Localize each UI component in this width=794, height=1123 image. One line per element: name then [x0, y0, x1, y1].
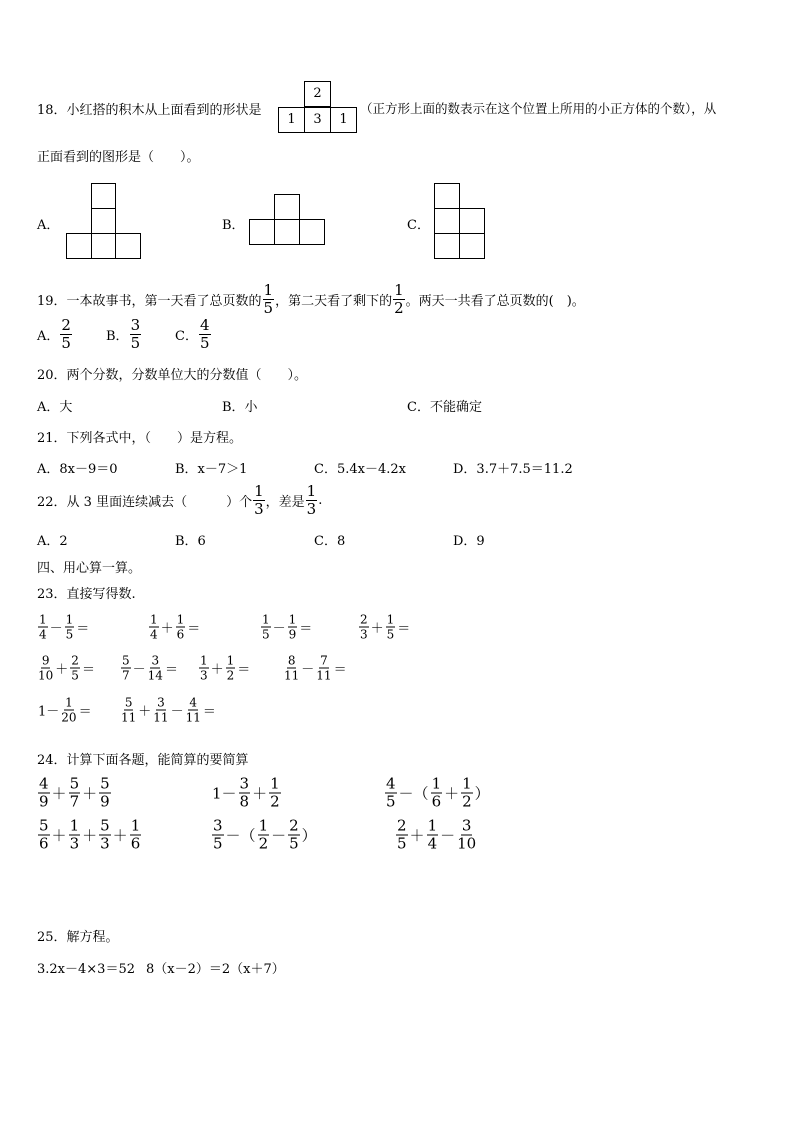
denominator: 4 [150, 627, 158, 642]
operator: ＝ [187, 621, 201, 637]
numerator: 4 [39, 774, 49, 793]
fraction [212, 816, 224, 853]
numerator: 3 [157, 695, 165, 710]
fraction [385, 774, 397, 811]
fraction [461, 774, 473, 811]
q19-option-c [175, 318, 212, 351]
denominator: 5 [71, 668, 79, 683]
denominator: 2 [462, 792, 472, 811]
option-label: B． [106, 329, 129, 344]
cube-face [434, 208, 460, 234]
numerator: 1 [39, 612, 47, 627]
q22-question [37, 484, 322, 517]
operator: － [440, 826, 456, 845]
operator: ＝ [397, 621, 411, 637]
numerator: 1 [176, 612, 185, 627]
fraction [38, 655, 53, 682]
q22-option-c: C．8 [314, 534, 346, 549]
operator: ＝ [164, 662, 178, 678]
denominator: 4 [39, 627, 47, 642]
fraction [226, 655, 236, 682]
operator: － [170, 704, 184, 720]
cube-face [249, 219, 275, 245]
denominator: 3 [100, 834, 110, 853]
operator: －（ [398, 784, 429, 803]
denominator: 10 [38, 668, 54, 683]
fraction [99, 774, 111, 811]
cube-face [91, 183, 116, 209]
numerator: 3 [213, 816, 223, 835]
q23-expression [198, 655, 251, 682]
operator: ＋ [409, 826, 425, 845]
q21-option-d: D．3.7＋7.5＝11.2 [453, 462, 573, 477]
fraction [316, 655, 331, 682]
operator: － [49, 621, 63, 637]
numerator: 1 [130, 816, 141, 835]
fraction [386, 614, 396, 641]
q21-option-c: C．5.4x－4.2x [314, 462, 406, 477]
q22-option-a: A．2 [37, 534, 68, 549]
q19-option-b [106, 318, 142, 351]
operator: ＝ [299, 621, 313, 637]
denominator: 3 [306, 500, 317, 518]
q18-grid-cell-2: 3 [304, 107, 331, 133]
numerator: 1 [200, 653, 208, 668]
fraction [427, 816, 439, 853]
numerator: 2 [71, 653, 79, 668]
q23-expression [148, 614, 201, 641]
q22-text3: . [318, 493, 323, 508]
q24-expression [384, 774, 491, 811]
fraction [258, 816, 270, 853]
numerator: 1 [254, 482, 264, 500]
operator: － [301, 662, 315, 678]
q18-grid-top-cell: 2 [304, 81, 331, 107]
option-fraction [130, 318, 142, 351]
q18-grid-cell-3: 1 [330, 107, 357, 133]
option-fraction [60, 318, 72, 351]
denominator: 11 [284, 668, 300, 683]
numerator: 5 [124, 695, 133, 710]
denominator: 5 [262, 627, 270, 642]
fraction [269, 774, 281, 811]
cube-face [434, 183, 460, 209]
q19-fraction-1 [263, 283, 275, 316]
fraction [359, 614, 369, 641]
numerator: 5 [100, 774, 110, 793]
numerator: 9 [41, 653, 50, 668]
denominator: 5 [386, 792, 396, 811]
fraction [38, 816, 50, 853]
q20-option-b: B．小 [222, 400, 258, 415]
denominator: 11 [185, 710, 201, 725]
numerator: 1 [431, 774, 442, 793]
q18-option-b-label: B． [222, 218, 245, 233]
denominator: 5 [386, 627, 395, 642]
numerator: 3 [461, 816, 472, 835]
numerator: 3 [130, 316, 141, 334]
section-heading: 四、用心算一算。 [37, 561, 142, 576]
fraction [70, 655, 80, 682]
fraction [149, 614, 159, 641]
q22-option-b: B．6 [175, 534, 206, 549]
denominator: 7 [122, 668, 130, 683]
cube-face [459, 233, 485, 259]
fraction [61, 697, 76, 724]
q19-text3: 。两天一共看了总页数的( )。 [405, 294, 585, 309]
denominator: 3 [200, 668, 208, 683]
numerator: 1 [386, 612, 395, 627]
numerator: 1 [65, 612, 74, 627]
q22-text2: ，差是 [265, 495, 305, 510]
numerator: 1 [69, 816, 80, 835]
denominator: 11 [153, 710, 169, 725]
q19-fraction-2 [393, 283, 405, 316]
q23-expression [37, 655, 96, 682]
cube-face [91, 233, 116, 259]
numerator: 1 [262, 612, 270, 627]
denominator: 11 [121, 710, 137, 725]
operator: ＋ [51, 784, 67, 803]
denominator: 6 [431, 792, 442, 811]
numerator: 1 [427, 816, 438, 835]
operator: ＝ [76, 621, 90, 637]
q21-option-b: B．x－7＞1 [175, 462, 248, 477]
denominator: 5 [61, 334, 71, 352]
operator: ＝ [81, 662, 95, 678]
q20-question: 20．两个分数，分数单位大的分数值（ ）。 [37, 368, 308, 383]
q23-expression [37, 697, 93, 724]
numerator: 1 [263, 281, 274, 299]
operator: －（ [225, 826, 256, 845]
q22-option-d: D．9 [453, 534, 485, 549]
numerator: 1 [270, 774, 280, 793]
operator: ＋ [112, 826, 128, 845]
q24-expression [211, 774, 282, 811]
operator: ＝ [78, 704, 92, 720]
numerator: 2 [397, 816, 407, 835]
operator: ） [474, 784, 490, 803]
cube-face [66, 233, 92, 259]
q20-option-c: C．不能确定 [407, 400, 482, 415]
cube-face [115, 233, 141, 259]
operator: ＋ [160, 621, 174, 637]
operator: 1－ [212, 784, 237, 803]
fraction [239, 774, 251, 811]
cube-face [299, 219, 325, 245]
denominator: 2 [226, 668, 235, 683]
q25-equation-1: 3.2x－4×3＝52 [37, 962, 135, 977]
q21-option-a: A．8x－9＝0 [37, 462, 118, 477]
q19-text2: ，第二天看了剩下的 [275, 294, 393, 309]
numerator: 1 [226, 653, 235, 668]
operator: － [272, 621, 286, 637]
numerator: 2 [61, 316, 71, 334]
q24-title: 24．计算下面各题，能简算的要简算 [37, 753, 249, 768]
denominator: 2 [394, 299, 404, 317]
fraction [199, 655, 209, 682]
numerator: 1 [394, 281, 404, 299]
operator: ＋ [55, 662, 69, 678]
q23-expression [283, 655, 348, 682]
q18-line2: 正面看到的图形是（ ）。 [37, 150, 200, 165]
numerator: 8 [287, 653, 296, 668]
numerator: 1 [258, 816, 269, 835]
numerator: 4 [386, 774, 396, 793]
denominator: 9 [100, 792, 110, 811]
cube-face [274, 194, 300, 220]
q24-expression [37, 774, 112, 811]
numerator: 3 [151, 653, 160, 668]
option-label: A． [37, 329, 60, 344]
q18-option-c-label: C． [407, 218, 430, 233]
numerator: 1 [150, 612, 158, 627]
denominator: 20 [61, 710, 77, 725]
denominator: 9 [39, 792, 49, 811]
q23-expression [260, 614, 313, 641]
numerator: 4 [189, 695, 198, 710]
fraction [121, 655, 131, 682]
denominator: 5 [130, 334, 141, 352]
operator: ＋ [82, 784, 98, 803]
q19-option-a [37, 318, 73, 351]
numerator: 1 [462, 774, 472, 793]
fraction [69, 774, 81, 811]
fraction [130, 816, 142, 853]
q23-expression [120, 697, 217, 724]
denominator: 5 [199, 334, 210, 352]
denominator: 14 [147, 668, 163, 683]
fraction [288, 614, 298, 641]
operator: ＋ [51, 826, 67, 845]
denominator: 5 [397, 834, 407, 853]
fraction [65, 614, 75, 641]
fraction [186, 697, 201, 724]
fraction [431, 774, 443, 811]
operator: ＋ [82, 826, 98, 845]
denominator: 5 [213, 834, 223, 853]
option-fraction [199, 318, 211, 351]
denominator: 5 [65, 627, 74, 642]
fraction [261, 614, 271, 641]
operator: ＋ [138, 704, 152, 720]
numerator: 1 [288, 612, 297, 627]
numerator: 3 [239, 774, 250, 793]
denominator: 5 [263, 299, 274, 317]
cube-face [459, 208, 485, 234]
q23-expression [120, 655, 179, 682]
operator: ＋ [252, 784, 268, 803]
denominator: 9 [288, 627, 297, 642]
denominator: 2 [270, 792, 280, 811]
operator: ＋ [444, 784, 460, 803]
q23-title: 23．直接写得数. [37, 587, 136, 602]
cube-face [434, 233, 460, 259]
q22-text1: 22．从 3 里面连续减去（ ）个 [37, 495, 253, 510]
q23-expression [37, 614, 90, 641]
q24-expression [211, 816, 318, 853]
operator: ＋ [370, 621, 384, 637]
option-label: C． [175, 329, 198, 344]
operator: 1－ [38, 704, 60, 720]
operator: ＝ [237, 662, 251, 678]
denominator: 2 [258, 834, 269, 853]
q21-question: 21．下列各式中，（ ）是方程。 [37, 431, 243, 446]
q24-expression [37, 816, 142, 853]
fraction [153, 697, 168, 724]
numerator: 5 [69, 774, 80, 793]
q19-text1: 19．一本故事书，第一天看了总页数的 [37, 294, 262, 309]
operator: － [132, 662, 146, 678]
cube-face [274, 219, 300, 245]
denominator: 6 [130, 834, 141, 853]
fraction [38, 614, 48, 641]
denominator: 3 [69, 834, 80, 853]
denominator: 8 [239, 792, 250, 811]
q24-expression [395, 816, 477, 853]
fraction [99, 816, 111, 853]
numerator: 7 [320, 653, 328, 668]
denominator: 11 [316, 668, 332, 683]
q22-fraction-1 [253, 484, 265, 517]
fraction [69, 816, 81, 853]
fraction [288, 816, 300, 853]
fraction [457, 816, 477, 853]
numerator: 5 [39, 816, 49, 835]
q23-expression [358, 614, 411, 641]
denominator: 7 [69, 792, 80, 811]
denominator: 3 [360, 627, 368, 642]
denominator: 5 [289, 834, 299, 853]
numerator: 5 [122, 653, 130, 668]
operator: ＝ [333, 662, 347, 678]
fraction [148, 655, 163, 682]
operator: ＝ [202, 704, 216, 720]
fraction [396, 816, 408, 853]
q18-option-a-label: A． [37, 218, 60, 233]
numerator: 2 [360, 612, 368, 627]
operator: ＋ [210, 662, 224, 678]
q18-text-before: 18．小红搭的积木从上面看到的形状是 [37, 103, 262, 118]
q18-grid-cell-1: 1 [278, 107, 305, 133]
fraction [38, 774, 50, 811]
denominator: 10 [457, 834, 477, 853]
q22-fraction-2 [306, 484, 318, 517]
fraction [284, 655, 299, 682]
q25-title: 25．解方程。 [37, 930, 119, 945]
denominator: 4 [427, 834, 438, 853]
operator: ） [301, 826, 317, 845]
numerator: 2 [289, 816, 299, 835]
numerator: 1 [306, 482, 317, 500]
numerator: 5 [100, 816, 110, 835]
q19-question [37, 283, 585, 316]
denominator: 6 [176, 627, 185, 642]
cube-face [91, 208, 116, 234]
numerator: 1 [65, 695, 73, 710]
denominator: 6 [39, 834, 49, 853]
q25-equation-2: 8（x－2）＝2（x＋7） [146, 962, 285, 977]
denominator: 3 [254, 500, 264, 518]
fraction [176, 614, 186, 641]
numerator: 4 [199, 316, 210, 334]
q20-option-a: A．大 [37, 400, 73, 415]
fraction [121, 697, 136, 724]
q18-text-after: （正方形上面的数表示在这个位置上所用的小正方体的个数），从 [360, 101, 717, 116]
operator: － [271, 826, 287, 845]
